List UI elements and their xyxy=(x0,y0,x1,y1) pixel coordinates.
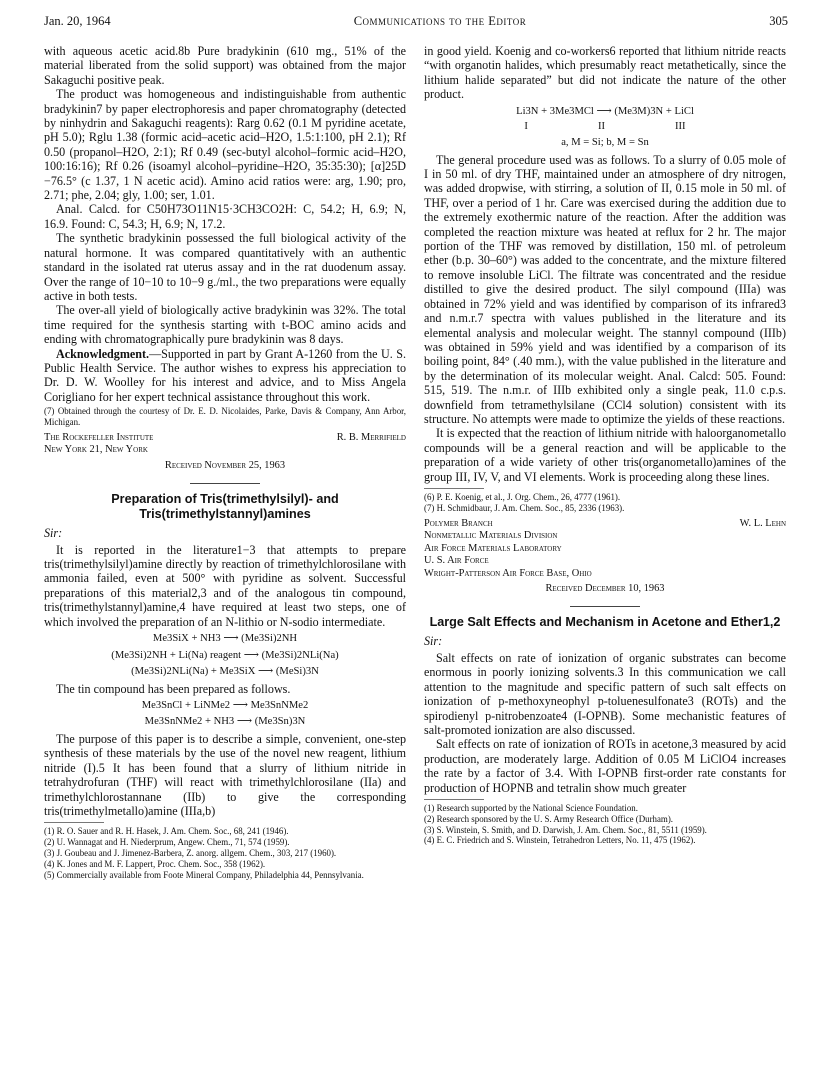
division: Nonmetallic Materials Division xyxy=(424,530,558,542)
branch: U. S. Air Force xyxy=(424,555,489,567)
salutation: Sir: xyxy=(424,634,443,649)
footnote-rule xyxy=(424,799,484,800)
paragraph: with aqueous acetic acid.8b Pure bradykinin (610 mg., 51% of the material liberated from the solid support) was obtained from the major Sakaguchi positive peak. xyxy=(44,44,406,87)
paragraph: Salt effects on rate of ionization of organic substrates can become enormous in poorly ionizing solvents.3 In this communication we call attention to the magnitude and specific pattern of such salt effects on ionization of p-methoxyneophyl p-toluenesulfonate3 (ROTs) and the spirodienyl p-nitrobenzoate4 (I-OPNB). Some mechanistic features of salt-promoted ionization are also discussed. xyxy=(424,650,786,737)
left-column xyxy=(44,44,406,882)
institution: Polymer Branch xyxy=(424,517,493,529)
header-section: Communications to the Editor xyxy=(353,14,527,28)
footnote-text: (6) P. E. Koenig, et al., J. Org. Chem., 26, 4777 (1961). xyxy=(424,491,621,502)
paragraph: The synthetic bradykinin possessed the full biological activity of the natural hormone. It was compared quantitatively with an authentic standard in the isolated rat uterus assay and in the rat duodenum assay. Over the range of 10−10 to 10−9 g./ml., the two preparations were equally active in both tests. xyxy=(44,231,406,303)
footnotes xyxy=(424,803,786,846)
acknowledgment-heading: Acknowledgment. xyxy=(56,346,150,361)
footnotes xyxy=(44,826,406,880)
footnote-rule xyxy=(44,822,104,823)
paragraph: The purpose of this paper is to describe a simple, convenient, one-step synthesis of these materials by the use of the novel new reagent, lithium nitride (I).5 It has been found that a slurry of lithium nitride in tetrahydrofuran (THF) will react with trimethylchlorosilane (IIa) and trimethylchlorostannane (IIb) to give the corresponding tris(trimethylmetallo)amine (IIIa,b) xyxy=(44,731,406,818)
paragraph: Anal. Calcd. for C50H73O11N15·3CH3CO2H: C, 54.2; H, 6.9; N, 16.9. Found: C, 54.3; H, 6.9; N, 17.2. xyxy=(44,202,406,231)
city: New York 21, New York xyxy=(44,444,148,456)
acknowledgment xyxy=(44,347,406,405)
received-date: Received November 25, 1963 xyxy=(164,459,286,471)
paragraph: Salt effects on rate of ionization of ROTs in acetone,3 measured by acid production, are moderately large. Addition of 0.05 M LiClO4 increases the rate by a factor of 3.4. With I-OPNB first-order rate constants for production of HOPNB and tetralin show much greater xyxy=(424,737,786,795)
author: R. B. Merrifield xyxy=(336,431,406,443)
article-title: Large Salt Effects and Mechanism in Acetone and Ether1,2 xyxy=(429,615,781,630)
footnote-text: (7) H. Schmidbaur, J. Am. Chem. Soc., 85, 2336 (1963). xyxy=(424,502,625,513)
paragraph: The product was homogeneous and indistinguishable from authentic bradykinin7 by paper electrophoresis and paper chromatography (detected by ninhydrin and Sakaguchi reagents): Rarg 0.62 (0.1 M pyridine acetate, pH 5.0); Rglu 1.38 (formic acid–acetic acid–H2O, 1.5:1:100, pH 2.1); Rf 0.50 (propanol–H2O, 2:1); Rf 0.49 (sec-butyl alcohol–formic acid–H2O, 100:16:16); Rf 0.26 (isoamyl alcohol–pyridine–H2O, 35:35:30); [α]25D −76.5° (c 1.37, 1 N acetic acid). Amino acid ratios were: arg, 1.90; pro, 2.71; phe, 2.04; gly, 1.00; ser, 1.01. xyxy=(44,87,406,203)
footnote-text: (2) U. Wannagat and H. Niederprum, Angew. Chem., 71, 574 (1959). xyxy=(44,837,290,848)
footnote xyxy=(44,406,406,428)
label-ii: II xyxy=(597,121,605,133)
location: Wright-Patterson Air Force Base, Ohio xyxy=(424,567,592,579)
equation: (Me3Si)2NH + Li(Na) reagent ⟶ (Me3Si)2NLi(Na) xyxy=(111,649,339,661)
footnote-text: (1) Research supported by the National Science Foundation. xyxy=(424,802,638,813)
header-date: Jan. 20, 1964 xyxy=(44,14,111,28)
footnotes xyxy=(424,492,786,514)
acknowledgment-text: —Supported in part by Grant A-1260 from the U. S. Public Health Service. The author wishes to express his appreciation to Dr. D. W. Woolley for his interest and advice, and to Miss Angela Corigliano for her expert technical assistance throughout this work. xyxy=(44,346,406,404)
received-date: Received December 10, 1963 xyxy=(545,583,665,595)
equation-definition: a, M = Si; b, M = Sn xyxy=(561,137,649,149)
page-header xyxy=(44,14,788,34)
divider xyxy=(570,606,640,607)
divider xyxy=(190,483,260,484)
affiliation-block xyxy=(44,432,406,457)
paragraph: It is expected that the reaction of lithium nitride with haloorganometallo compounds will be a general reaction and will be applicable to the preparation of a wide variety of other tris(organometallo)amines of the group III, IV, V, and VI elements. Work is proceeding along these lines. xyxy=(424,426,786,484)
article-title: Preparation of Tris(trimethylsilyl)- and Tris(trimethylstannyl)amines xyxy=(111,492,339,522)
equation-labels xyxy=(424,121,786,133)
footnote-rule xyxy=(424,488,484,489)
footnote-text: (3) S. Winstein, S. Smith, and D. Darwish, J. Am. Chem. Soc., 81, 5511 (1959). xyxy=(424,824,707,835)
header-page-number: 305 xyxy=(769,14,788,28)
paragraph: in good yield. Koenig and co-workers6 reported that lithium nitride reacts “with organotin halides, which presumably react metathetically, since the lithium halide separated” but did not indicate the nature of the other product. xyxy=(424,44,786,102)
paragraph: It is reported in the literature1−3 that attempts to prepare tris(trimethylsilyl)amine directly by reaction of trimethylchlorosilane with ammonia failed, even at 500° with pyridine as solvent. Successful preparations of this material2,3 and of the analogous tin compound, tris(trimethylstannyl)amine,4 have required at least two steps, one of which involved the preparation of an N-lithio or N-sodio intermediate. xyxy=(44,542,406,629)
footnote-text: (4) E. C. Friedrich and S. Winstein, Tetrahedron Letters, No. 11, 475 (1962). xyxy=(424,835,696,846)
footnote-text: (7) Obtained through the courtesy of Dr. E. D. Nicolaides, Parke, Davis & Company, Ann Arbor, Michigan. xyxy=(44,406,406,427)
equation: (Me3Si)2NLi(Na) + Me3SiX ⟶ (MeSi)3N xyxy=(131,666,319,677)
footnote-text: (1) R. O. Sauer and R. H. Hasek, J. Am. Chem. Soc., 68, 241 (1946). xyxy=(44,826,289,837)
equation: Li3N + 3Me3MCl ⟶ (Me3M)3N + LiCl xyxy=(516,105,694,117)
label-iii: III xyxy=(675,121,686,133)
paragraph: The over-all yield of biologically active bradykinin was 32%. The total time required for the synthesis starting with t-BOC amino acids and ending with chromatographically pure bradykinin was 8 days. xyxy=(44,303,406,347)
footnote-text: (5) Commercially available from Foote Mineral Company, Philadelphia 44, Pennsylvania. xyxy=(44,869,364,880)
salutation: Sir: xyxy=(44,526,63,541)
laboratory: Air Force Materials Laboratory xyxy=(424,542,562,554)
author: W. L. Lehn xyxy=(739,517,786,529)
right-column xyxy=(424,44,786,848)
label-i: I xyxy=(524,121,528,133)
affiliation-block xyxy=(424,518,786,581)
equation: Me3SnNMe2 + NH3 ⟶ (Me3Sn)3N xyxy=(144,716,306,728)
equation: Me3SiX + NH3 ⟶ (Me3Si)2NH xyxy=(152,633,298,644)
institution: The Rockefeller Institute xyxy=(44,431,154,443)
paragraph: The tin compound has been prepared as follows. xyxy=(56,681,291,696)
footnote-text: (4) K. Jones and M. F. Lappert, Proc. Chem. Soc., 358 (1962). xyxy=(44,858,266,869)
equation: Me3SnCl + LiNMe2 ⟶ Me3SnNMe2 xyxy=(141,699,309,711)
paragraph: The general procedure used was as follows. To a slurry of 0.05 mole of I in 50 ml. of dry THF, maintained under an atmosphere of dry nitrogen, was added dropwise, with stirring, a solution of II, 0.15 mole in 50 ml. of THF, over a period of 1 hr. Care was exercised during the addition due to the extremely exothermic nature of the reaction. After the addition was completed the reaction mixture was heated at reflux for 2 hr. The major portion of the THF was removed by distillation, 150 ml. of petroleum ether (b.p. 30–60°) was added to the concentrate, and the mixture filtered to remove insoluble LiCl. The filtrate was concentrated and the residue distilled to give the desired product. The silyl compound (IIIa) was obtained in 72% yield and was identified by comparison of its infrared3 and n.m.r.7 spectra with values published in the literature and its elemental analysis and molecular weight. The stannyl compound (IIIb) was obtained in 59% yield and was identified by a comparison of its boiling point, 84° (.40 mm.), with the value published in the literature and by the determination of its molecular weight. Anal. Calcd: 505. Found: 515, 519. The n.m.r. of IIIb exhibited only a single peak, 11.0 c.p.s. downfield from tetramethylsilane (CCl4 solution) consistent with its structure. No attempts were made to optimize the yields of these reactions. xyxy=(424,152,786,426)
footnote-text: (2) Research sponsored by the U. S. Army Research Office (Durham). xyxy=(424,813,674,824)
footnote-text: (3) J. Goubeau and J. Jimenez-Barbera, Z. anorg. allgem. Chem., 303, 217 (1960). xyxy=(44,847,337,858)
